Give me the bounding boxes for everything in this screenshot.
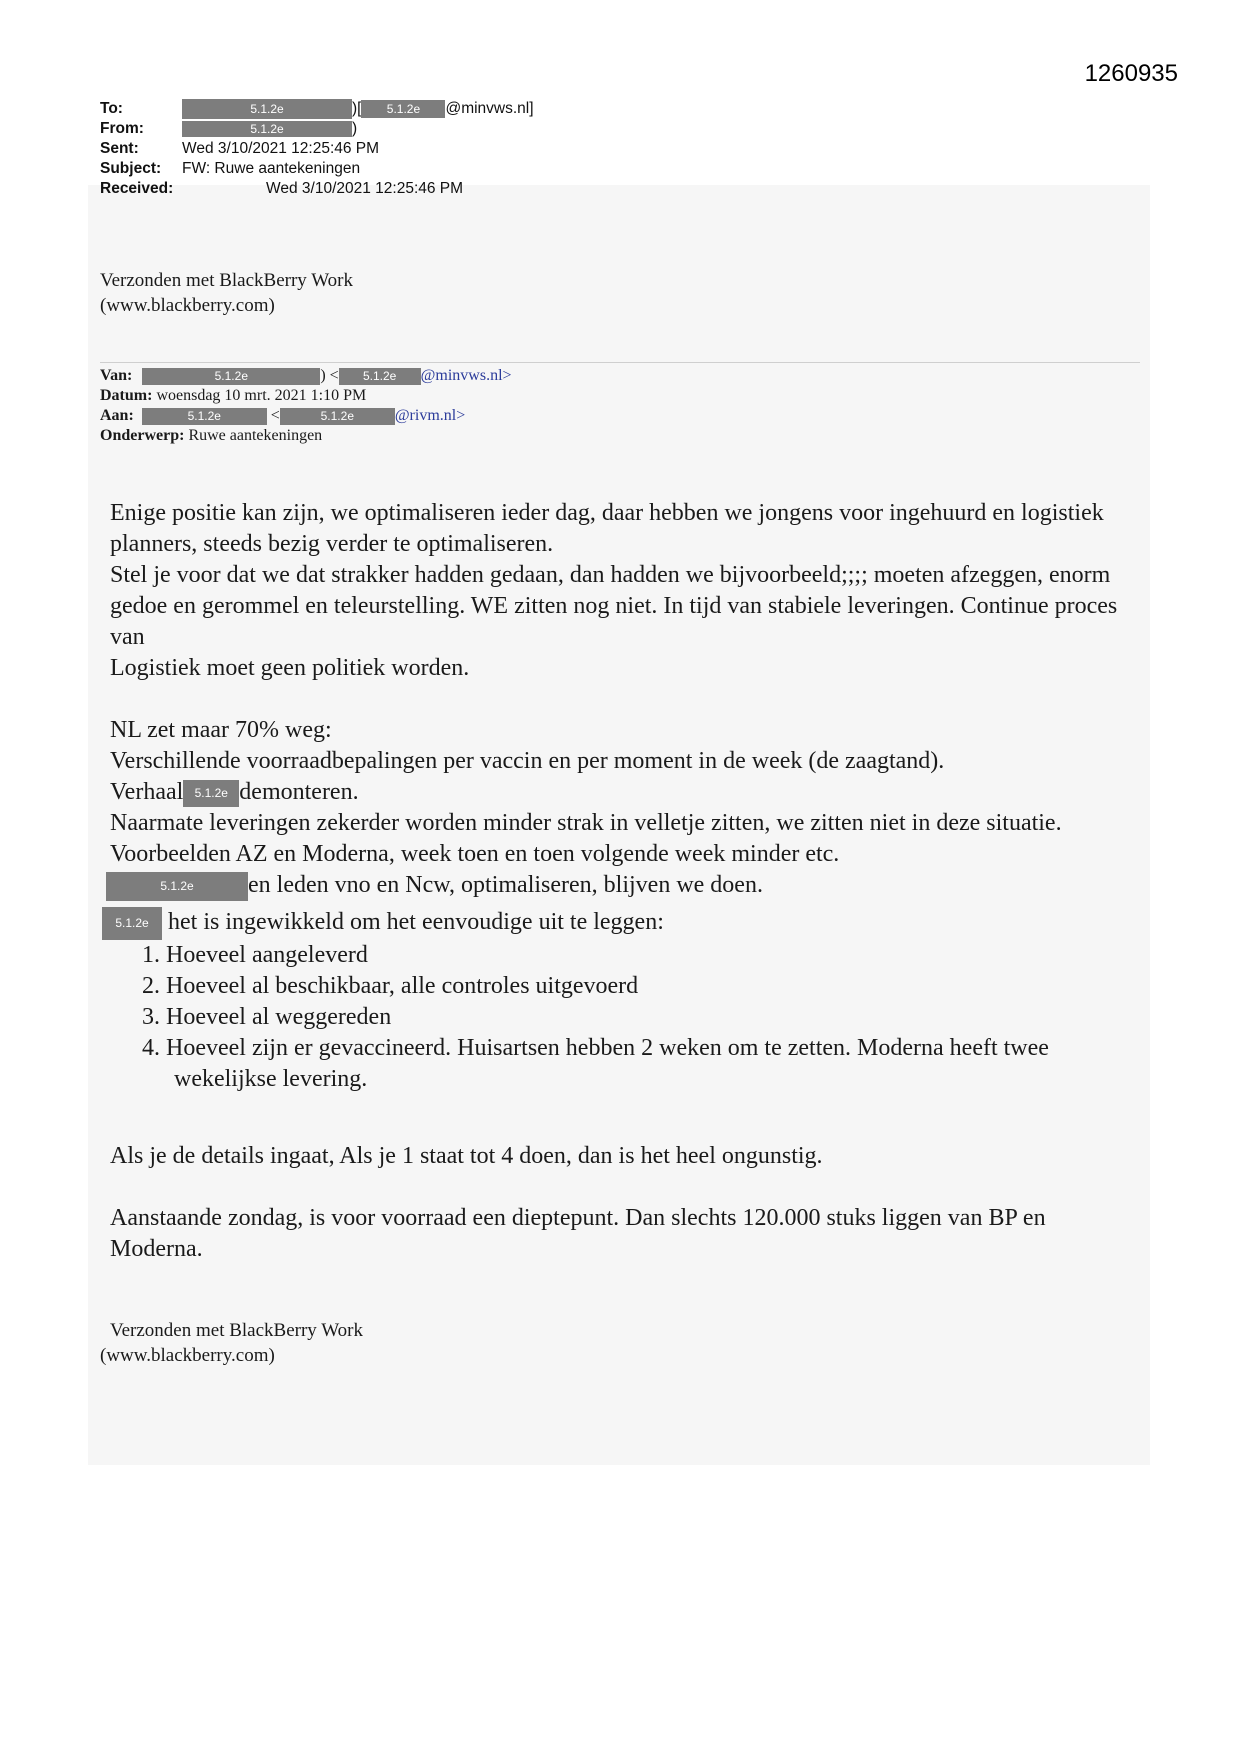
sent-label: Sent:	[100, 140, 139, 157]
redaction-box: 5.1.2e	[361, 100, 445, 118]
body-text: demonteren.	[239, 779, 359, 805]
redaction-box: 5.1.2e	[142, 408, 267, 425]
signature-link: (www.blackberry.com)	[100, 295, 275, 316]
list-item: 1. Hoeveel aangeleverd	[142, 942, 368, 968]
redaction-box: 5.1.2e	[102, 907, 162, 940]
redaction-box: 5.1.2e	[183, 780, 239, 807]
datum-label: Datum:	[100, 387, 153, 404]
body-text: Verhaal	[110, 779, 184, 805]
body-paragraph: Enige positie kan zijn, we optimaliseren ieder dag, daar hebben we jongens voor ingehuurd en logistiek planners, steeds bezig verder te optimaliseren.	[110, 500, 1104, 557]
signature-line: Verzonden met BlackBerry Work	[100, 270, 353, 291]
aan-email-domain: @rivm.nl>	[394, 407, 466, 424]
aan-row	[100, 406, 512, 426]
signature-link: (www.blackberry.com)	[100, 1345, 275, 1366]
separator-line	[100, 362, 1140, 363]
list-item: 2. Hoeveel al beschikbaar, alle controles uitgevoerd	[142, 973, 639, 999]
received-label: Received:	[100, 180, 174, 197]
body-paragraph: NL zet maar 70% weg:	[110, 717, 332, 743]
redaction-box: 5.1.2e	[142, 368, 320, 385]
document-number: 1260935	[1084, 60, 1178, 87]
datum-row	[100, 386, 512, 406]
subject-value: FW: Ruwe aantekeningen	[182, 160, 361, 177]
body-paragraph: Logistiek moet geen politiek worden.	[110, 655, 470, 681]
redaction-box: 5.1.2e	[339, 368, 421, 385]
onderwerp-row	[100, 426, 512, 446]
body-paragraph: Als je de details ingaat, Als je 1 staat tot 4 doen, dan is het heel ongunstig.	[110, 1143, 823, 1169]
van-label: Van:	[100, 367, 133, 384]
redaction-box: 5.1.2e	[182, 99, 352, 119]
body-paragraph: Aanstaande zondag, is voor voorraad een dieptepunt. Dan slechts 120.000 stuks liggen van BP en Moderna.	[110, 1205, 1046, 1262]
list-item: 4. Hoeveel zijn er gevaccineerd. Huisartsen hebben 2 weken om te zetten. Moderna heeft twee wekelijkse levering.	[142, 1035, 1049, 1092]
body-paragraph	[102, 907, 1140, 940]
van-email-domain: @minvws.nl>	[420, 367, 512, 384]
sent-value: Wed 3/10/2021 12:25:46 PM	[182, 140, 380, 157]
to-label: To:	[100, 100, 123, 117]
onderwerp-label: Onderwerp:	[100, 427, 185, 444]
body-text: en leden vno en Ncw, optimaliseren, blijven we doen.	[248, 872, 763, 898]
body-paragraph	[106, 870, 1140, 901]
to-domain: @minvws.nl]	[445, 100, 534, 118]
from-label: From:	[100, 120, 144, 137]
blackberry-signature-2	[100, 1318, 363, 1368]
redaction-box: 5.1.2e	[280, 408, 395, 425]
aan-separator: <	[270, 407, 280, 424]
body-paragraph	[110, 777, 1140, 808]
subject-label: Subject:	[100, 160, 162, 177]
body-text: het is ingewikkeld om het eenvoudige uit te leggen:	[162, 909, 664, 936]
received-value: Wed 3/10/2021 12:25:46 PM	[266, 180, 464, 197]
body-paragraph: Stel je voor dat we dat strakker hadden gedaan, dan hadden we bijvoorbeeld;;;; moeten afzeggen, enorm gedoe en gerommel en teleurstelling. WE zitten nog niet. In tijd van stabiele leveringen. Continue proces van	[110, 562, 1118, 650]
body-paragraph: Verschillende voorraadbepalingen per vaccin en per moment in de week (de zaagtand).	[110, 748, 945, 774]
aan-label: Aan:	[100, 407, 134, 424]
datum-value: woensdag 10 mrt. 2021 1:10 PM	[156, 387, 367, 404]
forwarded-header	[100, 366, 512, 446]
from-suffix: )	[352, 120, 358, 137]
redaction-box: 5.1.2e	[106, 872, 248, 901]
van-row	[100, 366, 512, 386]
onderwerp-value: Ruwe aantekeningen	[188, 427, 323, 444]
blackberry-signature	[100, 268, 353, 318]
van-separator: ) <	[320, 367, 339, 384]
signature-line: Verzonden met BlackBerry Work	[110, 1320, 363, 1341]
redaction-box: 5.1.2e	[182, 121, 352, 137]
numbered-list	[110, 940, 1140, 1095]
message-body	[110, 498, 1140, 1265]
body-paragraph: Naarmate leveringen zekerder worden minder strak in velletje zitten, we zitten niet in deze situatie. Voorbeelden AZ en Moderna, week toen en toen volgende week minder etc.	[110, 810, 1062, 867]
to-separator: )[	[352, 100, 362, 118]
list-item: 3. Hoeveel al weggereden	[142, 1004, 392, 1030]
